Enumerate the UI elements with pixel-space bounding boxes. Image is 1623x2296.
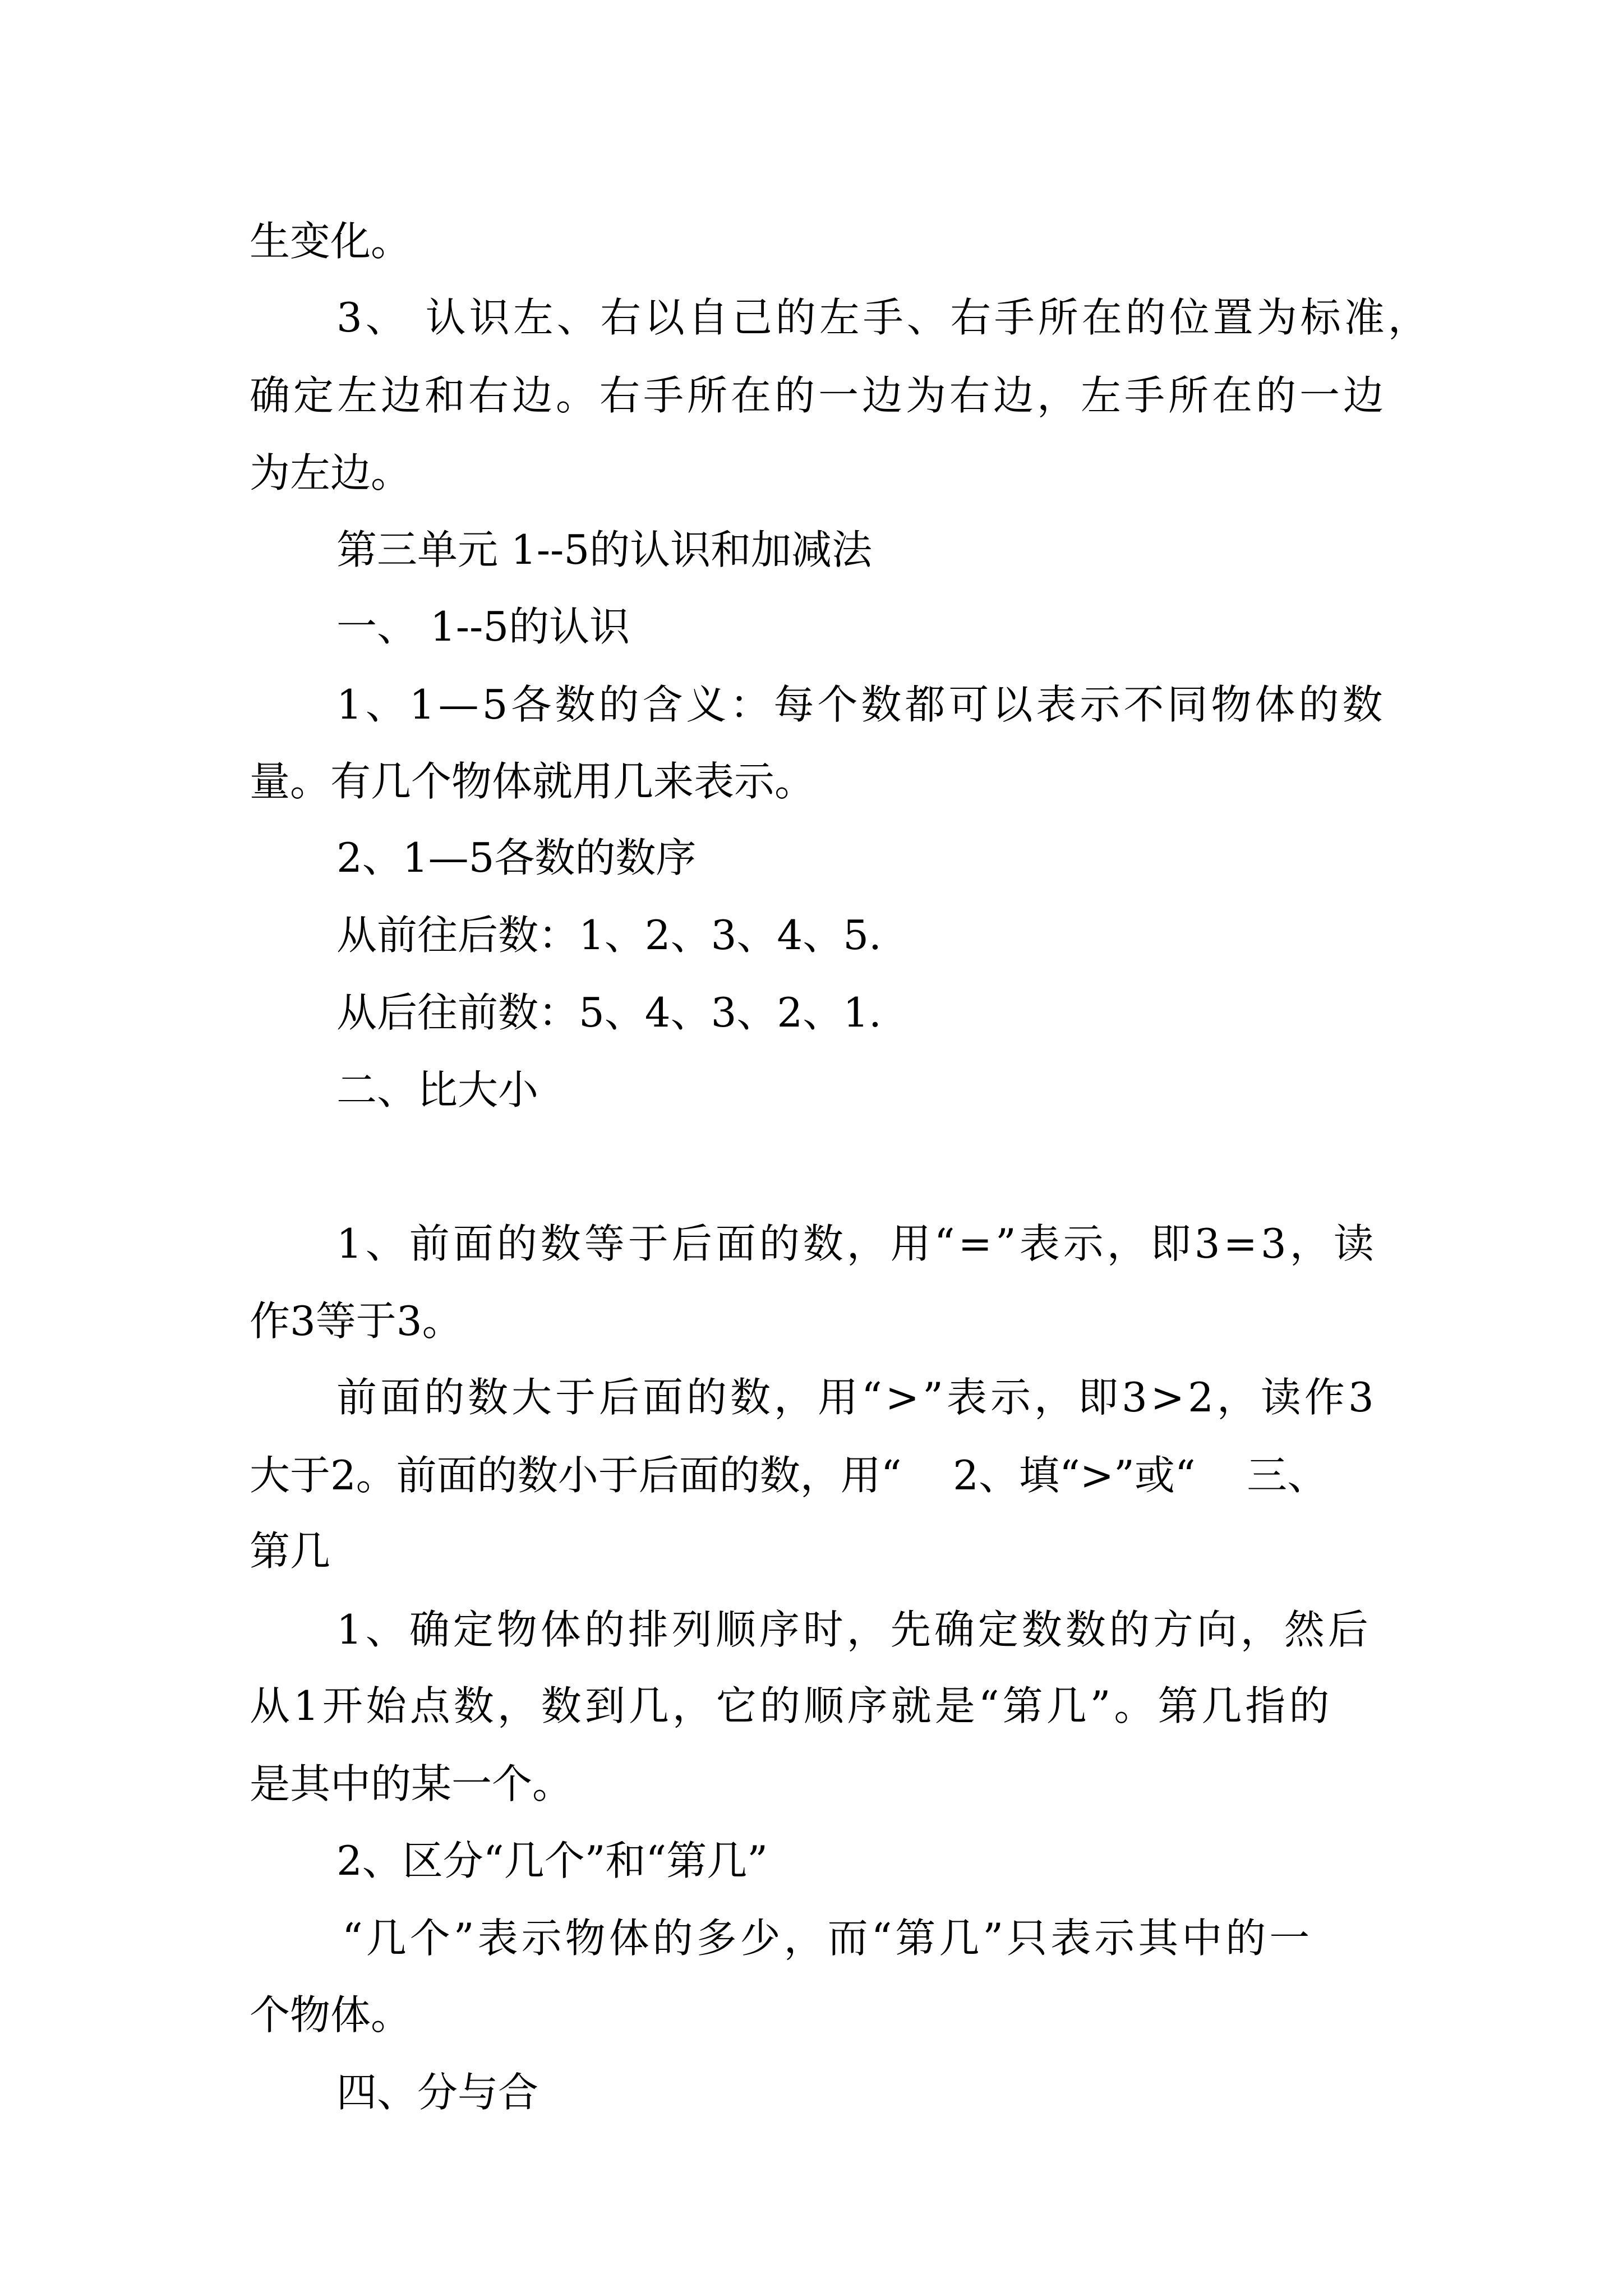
text-line: 从后往前数：5、4、3、2、1.	[336, 989, 882, 1036]
text-line: 从1开始点数，数到几，它的顺序就是“第几”。第几指的	[250, 1682, 1333, 1729]
text-line: 前面的数大于后面的数，用“>”表示，即3>2，读作3	[336, 1374, 1377, 1421]
text-line: 1、确定物体的排列顺序时，先确定数数的方向，然后	[336, 1606, 1372, 1653]
text-line: 是其中的某一个。	[250, 1760, 573, 1807]
text-line: 从前往后数：1、2、3、4、5.	[336, 912, 882, 959]
text-line: 个物体。	[250, 1991, 412, 2039]
text-line: 量。有几个物体就用几来表示。	[250, 758, 815, 805]
text-line: 确定左边和右边。右手所在的一边为右边，左手所在的一边	[250, 372, 1387, 419]
subsection-heading: 第几	[250, 1527, 331, 1575]
subsection-heading: 二、比大小	[336, 1066, 539, 1114]
text-line: 3、 认识左、右以自己的左手、右手所在的位置为标准，	[336, 294, 1432, 341]
text-line: 2、区分“几个”和“第几”	[336, 1837, 768, 1884]
subsection-heading: 一、 1--5的认识	[336, 603, 630, 650]
section-heading: 第三单元 1--5的认识和加减法	[336, 526, 873, 573]
text-line: 1、前面的数等于后面的数，用“=”表示，即3=3，读	[336, 1220, 1377, 1267]
subsection-heading: 四、分与合	[336, 2069, 539, 2116]
text-line: 大于2。前面的数小于后面的数，用“ 2、填“>”或“ 三、	[250, 1452, 1328, 1499]
text-line: 1、1—5各数的含义：每个数都可以表示不同物体的数	[336, 681, 1386, 728]
text-line: 生变化。	[250, 218, 412, 265]
text-line: 作3等于3。	[250, 1297, 463, 1345]
text-line: 2、1—5各数的数序	[336, 834, 697, 881]
text-line: 为左边。	[250, 449, 412, 496]
text-line: “几个”表示物体的多少，而“第几”只表示其中的一	[342, 1915, 1313, 1962]
